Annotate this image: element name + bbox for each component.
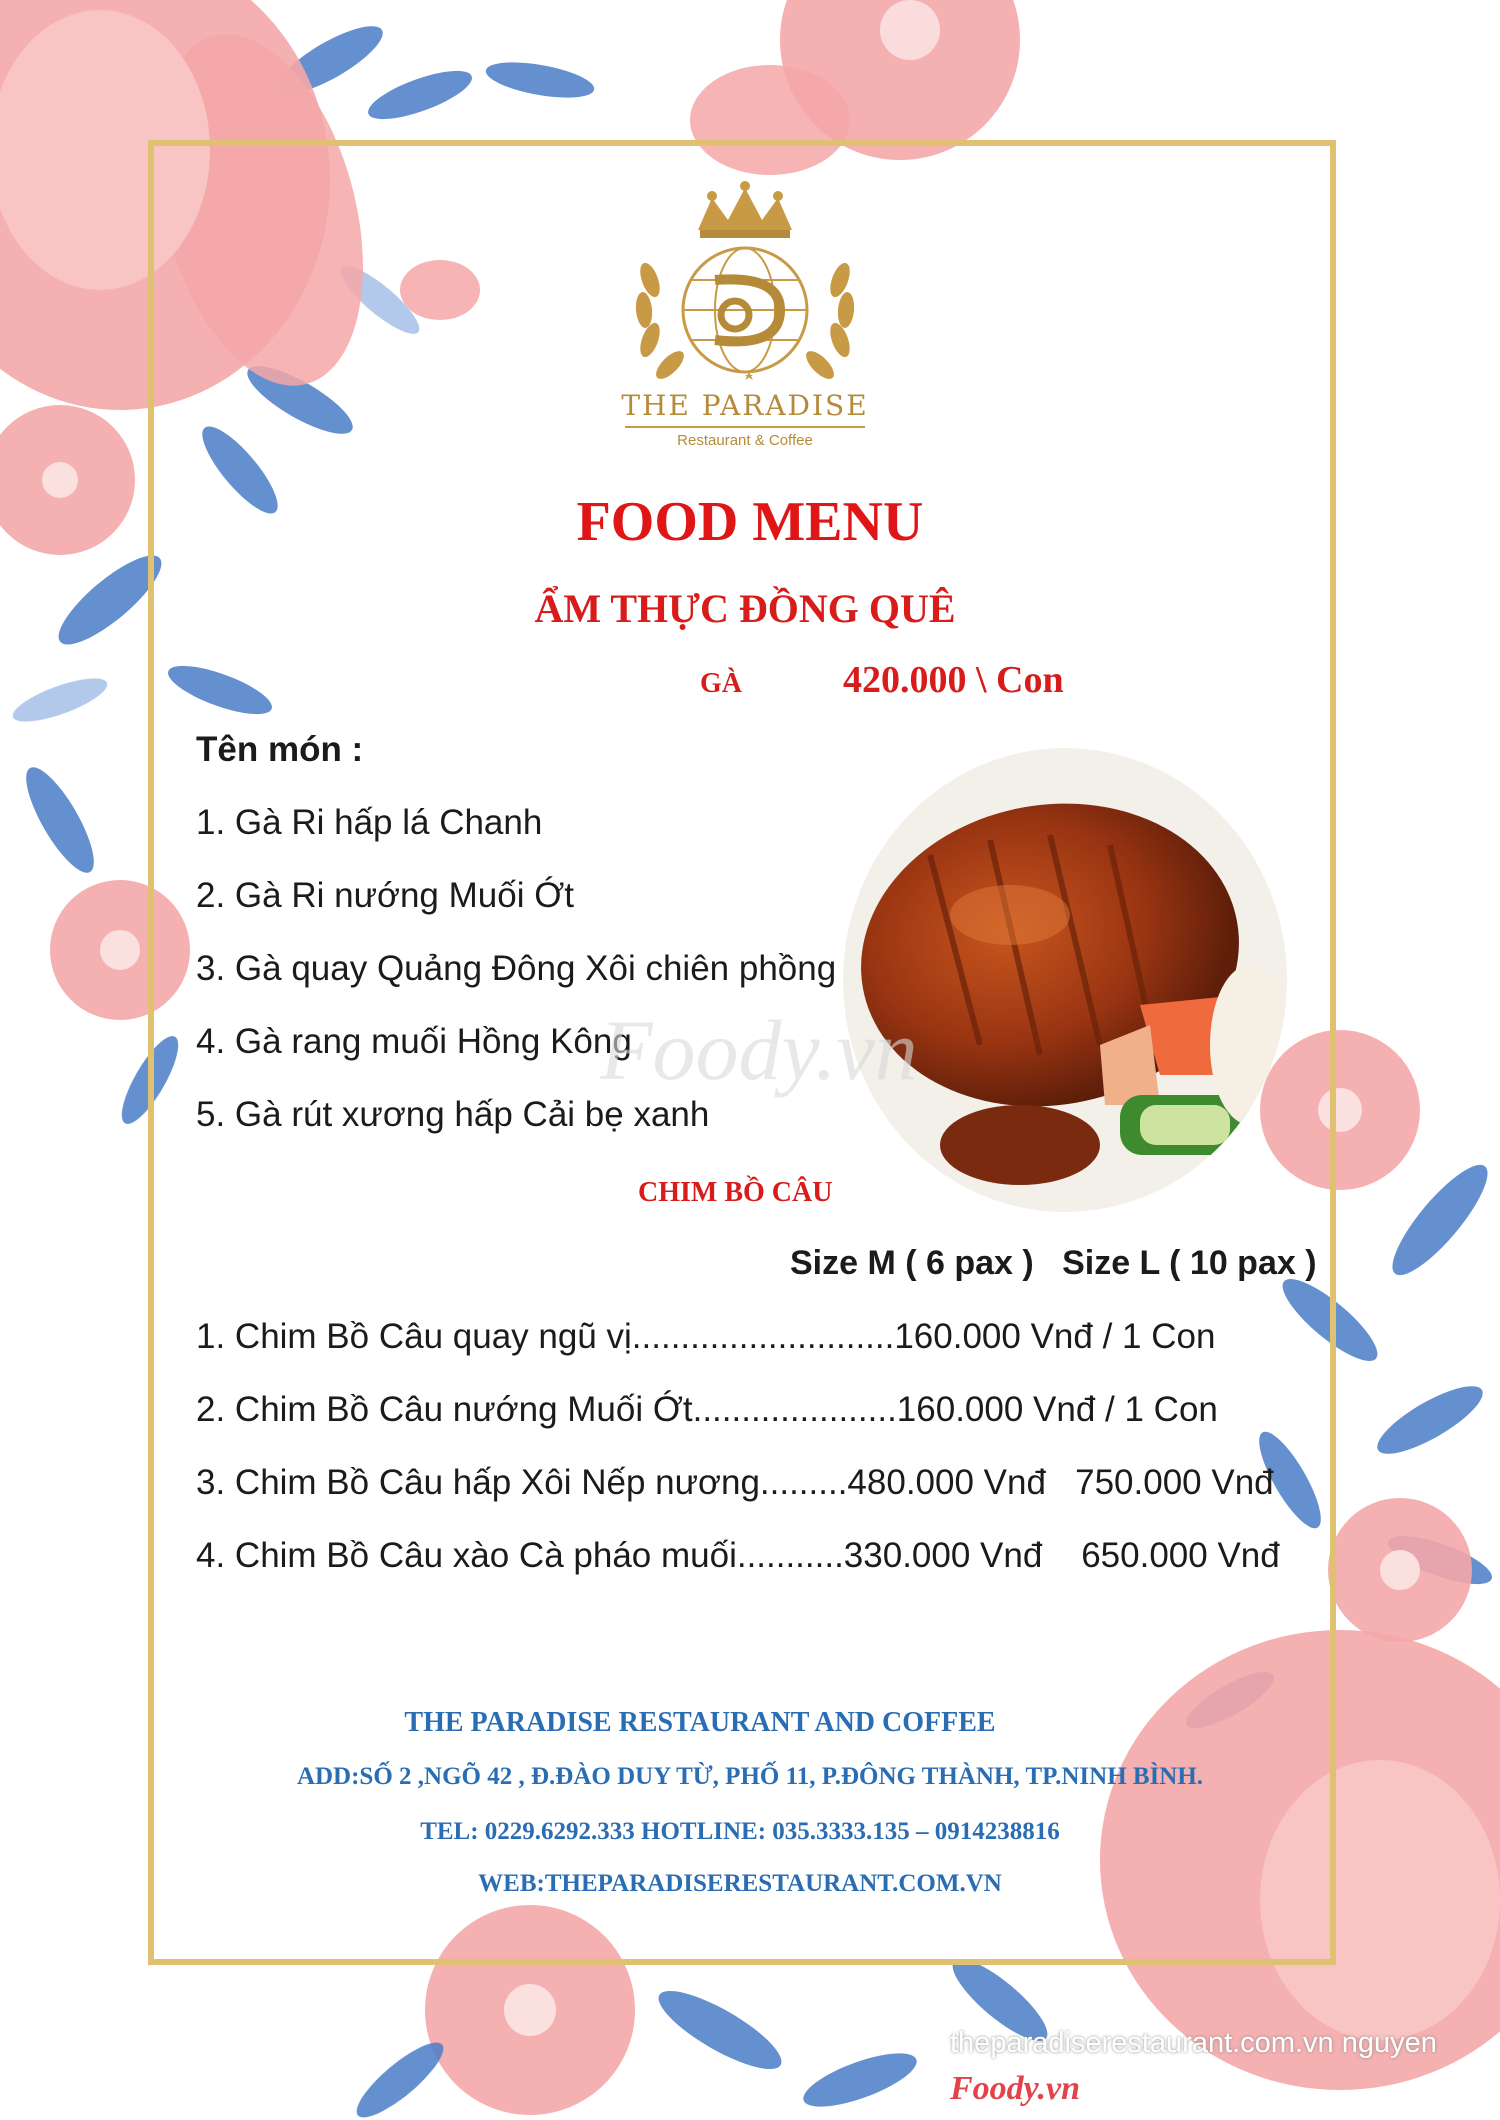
foody-logo: Foody.vn [950, 2070, 1081, 2107]
roast-chicken-photo [840, 745, 1290, 1215]
list-item: 1. Chim Bồ Câu quay ngũ vị...........................160.000 Vnđ / 1 Con [196, 1317, 1216, 1356]
list-item: 4. Chim Bồ Câu xào Cà pháo muối...........330.000 Vnđ 650.000 Vnđ [196, 1536, 1280, 1575]
source-watermark: theparadiserestaurant.com.vn nguyen [950, 2027, 1437, 2059]
dishes-header: Tên món : [196, 730, 364, 769]
list-item: 4. Gà rang muối Hồng Kông [196, 1022, 632, 1061]
list-item: 5. Gà rút xương hấp Cải bẹ xanh [196, 1095, 710, 1134]
chicken-price: 420.000 \ Con [843, 659, 1064, 701]
size-header: Size M ( 6 pax ) Size L ( 10 pax ) [790, 1244, 1317, 1282]
list-item: 3. Chim Bồ Câu hấp Xôi Nếp nương.........480.000 Vnđ 750.000 Vnđ [196, 1463, 1274, 1502]
crown-logo-icon [620, 180, 870, 390]
list-item: 2. Chim Bồ Câu nướng Muối Ớt.....................160.000 Vnđ / 1 Con [196, 1390, 1218, 1429]
footer-website[interactable]: WEB:THEPARADISERESTAURANT.COM.VN [478, 1870, 1002, 1897]
chicken-label: GÀ [700, 668, 742, 699]
footer-name: THE PARADISE RESTAURANT AND COFFEE [404, 1707, 996, 1738]
brand-name: THE PARADISE [621, 389, 869, 422]
footer-phone: TEL: 0229.6292.333 HOTLINE: 035.3333.135 – 0914238816 [420, 1818, 1060, 1845]
brand-tagline: Restaurant & Coffee [677, 432, 813, 449]
list-item: 2. Gà Ri nướng Muối Ớt [196, 876, 574, 915]
footer-address: ADD:SỐ 2 ,NGÕ 42 , Đ.ĐÀO DUY TỪ, PHỐ 11, P.ĐÔNG THÀNH, TP.NINH BÌNH. [296, 1763, 1204, 1790]
menu-subtitle: ẨM THỰC ĐỒNG QUÊ [534, 586, 956, 631]
list-item: 1. Gà Ri hấp lá Chanh [196, 803, 543, 842]
photo-watermark: Foody.vn [600, 1002, 918, 1098]
menu-title: FOOD MENU [576, 491, 924, 553]
pigeon-label: CHIM BỒ CÂU [638, 1177, 833, 1208]
list-item: 3. Gà quay Quảng Đông Xôi chiên phồng [196, 949, 837, 988]
brand-divider [625, 426, 865, 428]
